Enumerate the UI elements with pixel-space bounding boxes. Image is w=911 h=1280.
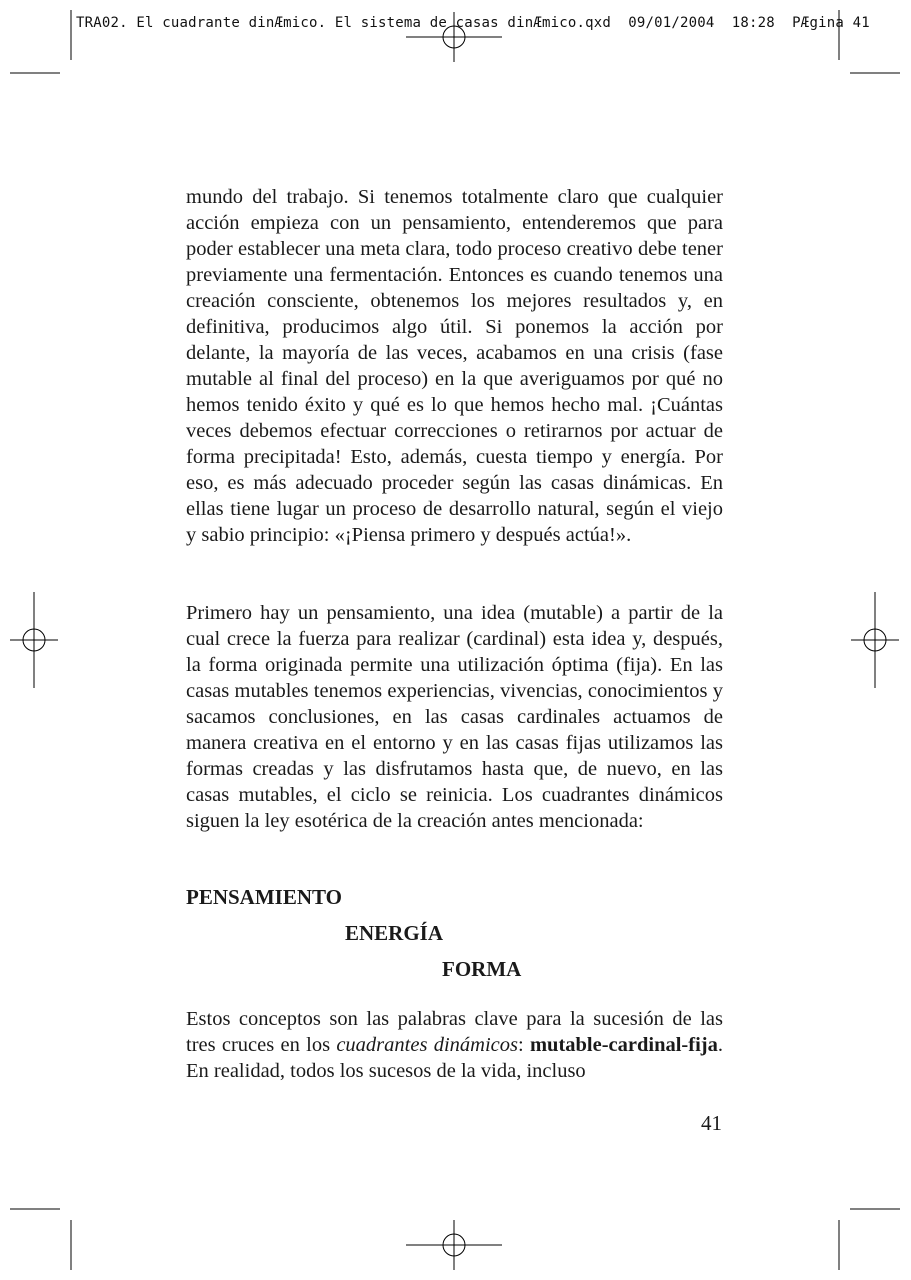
- paragraph-tail: . En realidad, todos los sucesos de la vida, incluso: [186, 1034, 723, 1082]
- registration-mark-left: [10, 592, 58, 688]
- keyword-energia: ENERGÍA: [345, 921, 444, 945]
- body-paragraph-2: [186, 600, 723, 834]
- registration-mark-right: [851, 592, 899, 688]
- paragraph-text: [186, 1006, 723, 1084]
- registration-mark-bottom: [406, 1220, 502, 1270]
- page-number: 41: [701, 1111, 722, 1135]
- paragraph-text: mundo del trabajo. Si tenemos totalmente claro que cualquier acción empieza con un pensamiento, entenderemos que para poder establecer una meta clara, todo proceso creativo debe tener previamente una fermentación. Entonces es cuando tenemos una creación consciente, obtenemos los mejores resultados y, en definitiva, producimos algo útil. Si ponemos la acción por delante, la mayoría de las veces, acabamos en una crisis (fase mutable al final del proceso) en la que averiguamos por qué no hemos tenido éxito y qué es lo que hemos hecho mal. ¡Cuántas veces debemos efectuar correcciones o retirarnos por actuar de forma precipitada! Esto, además, cuesta tiempo y energía. Por eso, es más adecuado proceder según las casas dinámicas. En ellas tiene lugar un proceso de desarrollo natural, según el viejo y sabio principio: «¡Piensa primero y después actúa!».: [186, 186, 723, 546]
- bold-term: mutable-cardinal-fija: [529, 1034, 718, 1056]
- paragraph-text: Primero hay un pensamiento, una idea (mutable) a partir de la cual crece la fuerza para realizar (cardinal) esta idea y, después, la forma originada permite una utilización óptima (fija). En las casas mutables tenemos experiencias, vivencias, conocimientos y sacamos conclusiones, en las casas cardinales actuamos de manera creativa en el entorno y en las casas fijas utilizamos las formas creadas y las disfrutamos hasta que, de nuevo, en las casas mutables, el ciclo se reinicia. Los cuadrantes dinámicos siguen la ley esotérica de la creación antes mencionada:: [186, 602, 723, 832]
- body-paragraph-1: [186, 184, 723, 548]
- file-slug-line: TRA02. El cuadrante dinÆmico. El sistema de casas dinÆmico.qxd 09/01/2004 18:28 PÆgina 41: [76, 15, 870, 31]
- body-paragraph-3: [186, 1006, 723, 1084]
- keyword-forma: FORMA: [442, 957, 522, 981]
- paragraph-lead: Estos conceptos son las palabras clave para la sucesión de las tres cruces en los: [186, 1008, 723, 1056]
- keyword-pensamiento: PENSAMIENTO: [186, 885, 342, 909]
- colon: :: [517, 1034, 530, 1056]
- italic-term: cuadrantes dinámicos: [336, 1034, 518, 1056]
